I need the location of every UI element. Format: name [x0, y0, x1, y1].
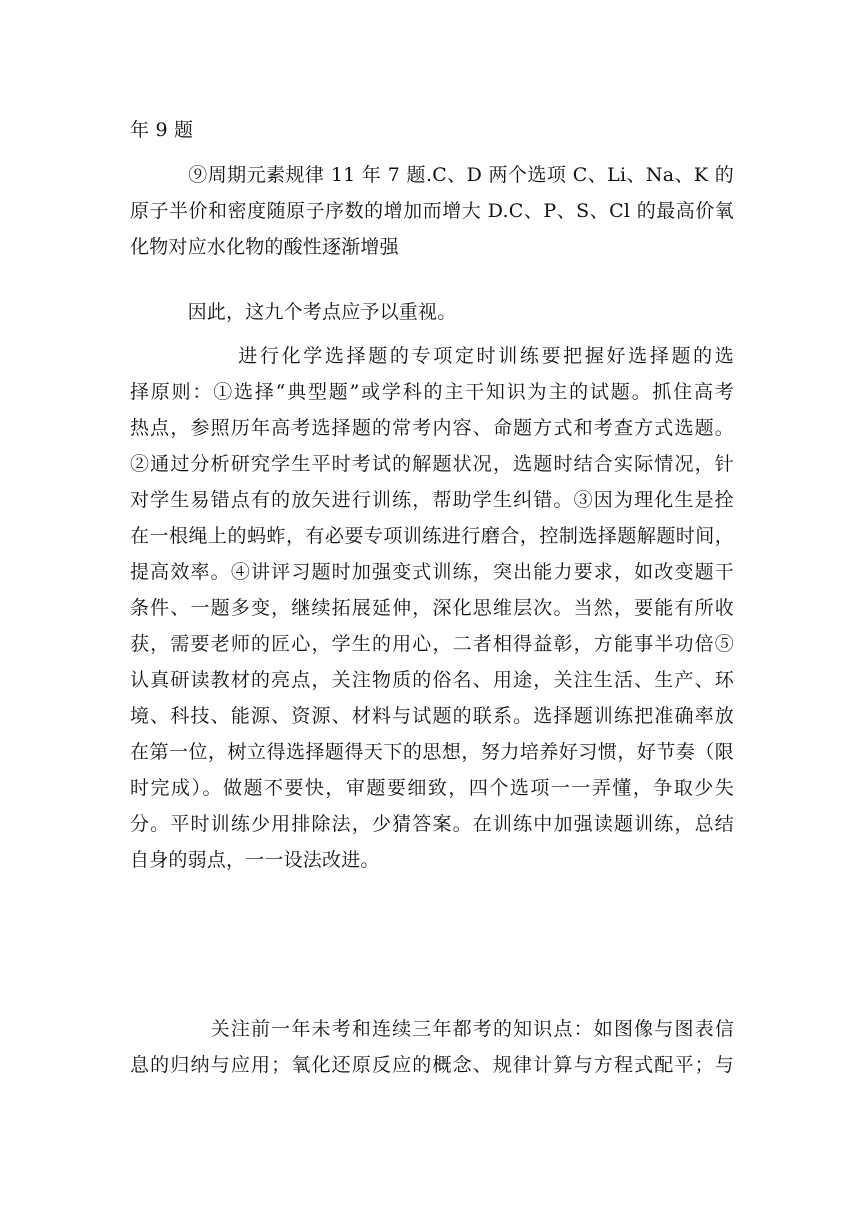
text-line: ②通过分析研究学生平时考试的解题状况，选题时结合实际情况，针: [130, 453, 734, 475]
text-line: 热点，参照历年高考选择题的常考内容、命题方式和考查方式选题。: [130, 417, 734, 439]
text-line: 提高效率。④讲评习题时加强变式训练，突出能力要求，如改变题干: [130, 561, 734, 583]
text-line: 择原则：①选择“典型题”或学科的主干知识为主的试题。抓住高考: [130, 381, 734, 403]
text-line: 化物对应水化物的酸性逐渐增强: [130, 236, 399, 258]
text-line: 认真研读教材的亮点，关注物质的俗名、用途，关注生活、生产、环: [130, 669, 734, 691]
text-line: 条件、一题多变，继续拓展延伸，深化思维层次。当然，要能有所收: [130, 597, 734, 619]
text-line: 关注前一年未考和连续三年都考的知识点：如图像与图表信: [130, 1018, 734, 1040]
text-line: 年 9 题: [130, 119, 194, 141]
paragraph-year-question: [130, 112, 734, 148]
text-line: 对学生易错点有的放矢进行训练，帮助学生纠错。③因为理化生是拴: [130, 489, 734, 511]
text-line: 在一根绳上的蚂蚱，有必要专项训练进行磨合，控制选择题解题时间，: [130, 525, 734, 547]
text-line: 自身的弱点，一一设法改进。: [130, 849, 380, 871]
text-line: 息的归纳与应用；氧化还原反应的概念、规律计算与方程式配平；与: [130, 1054, 734, 1076]
paragraph-knowledge-points: [130, 1011, 734, 1083]
text-line: 获，需要老师的匠心，学生的用心，二者相得益彰，方能事半功倍⑤: [130, 633, 734, 655]
text-line: ⑨周期元素规律 11 年 7 题.C、D 两个选项 C、Li、Na、K 的: [130, 164, 734, 186]
text-line: 境、科技、能源、资源、材料与试题的联系。选择题训练把准确率放: [130, 705, 734, 727]
paragraph-training-principles: [130, 338, 734, 878]
text-line: 因此，这九个考点应予以重视。: [130, 301, 457, 323]
text-line: 进行化学选择题的专项定时训练要把握好选择题的选: [130, 345, 734, 367]
paragraph-conclusion: [130, 294, 734, 330]
paragraph-periodic-law: [130, 157, 734, 265]
text-line: 在第一位，树立得选择题得天下的思想，努力培养好习惯，好节奏（限: [130, 741, 734, 763]
text-line: 时完成）。做题不要快，审题要细致，四个选项一一弄懂，争取少失: [130, 777, 734, 799]
text-line: 分。平时训练少用排除法，少猜答案。在训练中加强读题训练，总结: [130, 813, 734, 835]
text-line: 原子半价和密度随原子序数的增加而增大 D.C、P、S、Cl 的最高价氧: [130, 200, 734, 222]
